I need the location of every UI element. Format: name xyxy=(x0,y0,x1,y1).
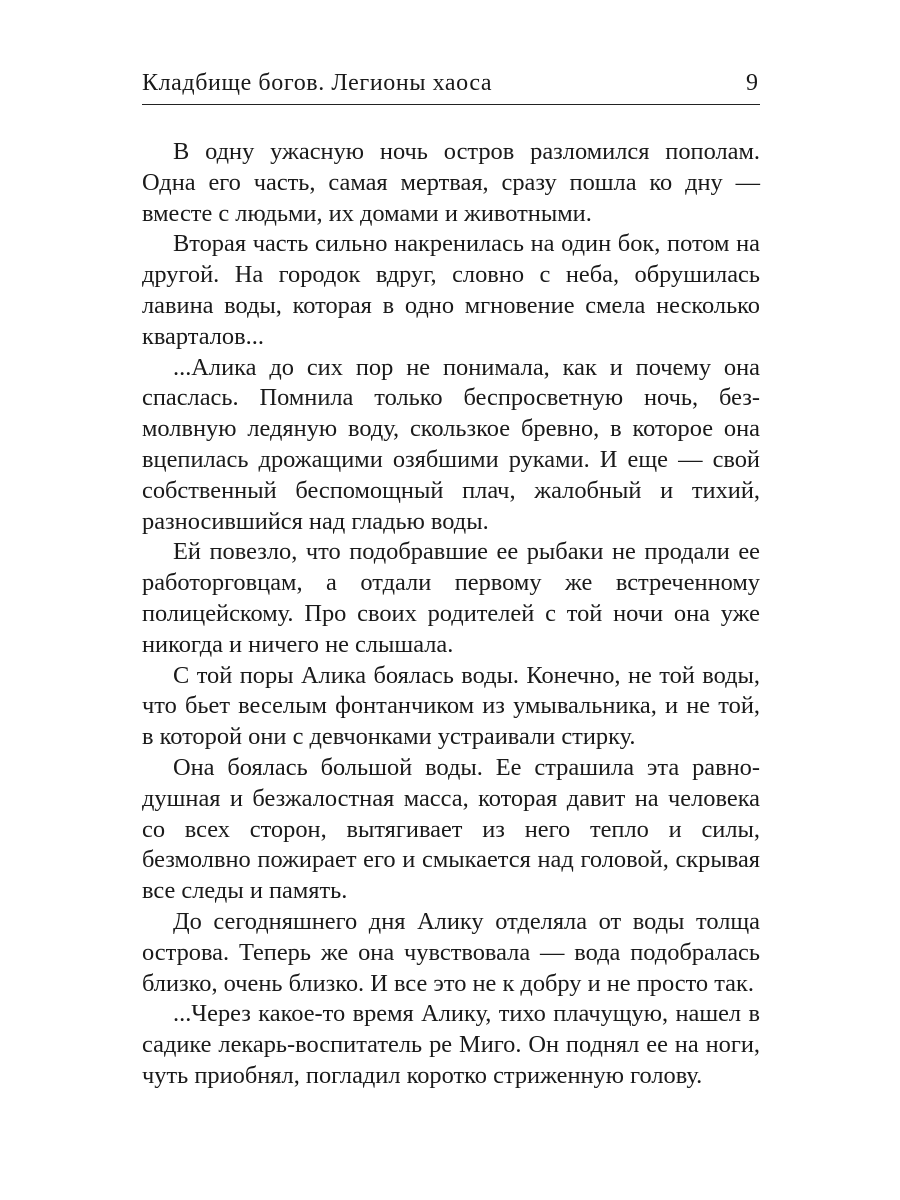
running-title: Кладбище богов. Легионы хаоса xyxy=(142,70,493,96)
paragraph: С той поры Алика боялась воды. Конечно, не той воды, что бьет веселым фонтанчиком из умывальника, и не той, в которой они с девчонками устраивали стирку. xyxy=(142,661,760,751)
body-text xyxy=(142,137,760,1092)
paragraph: В одну ужасную ночь остров разломился пополам. Одна его часть, самая мертвая, сразу пошла ко дну — вместе с людьми, их домами и животными. xyxy=(142,138,760,227)
paragraph: Ей повезло, что подобравшие ее рыбаки не продали ее работорговцам, а отдали первому же встреченному полицейскому. Про своих родителей с той ночи она уже никогда и ничего не слышала. xyxy=(142,538,760,658)
paragraph: ...Через какое-то время Алику, тихо плачущую, нашел в садике лекарь-воспитатель ре Миго. Он поднял ее на ноги, чуть приобнял, погладил коротко стриженную голову. xyxy=(142,1000,760,1089)
paragraph: До сегодняшнего дня Алику отделяла от воды толща острова. Теперь же она чувствовала — вода подобралась близко, очень близко. И все это не к добру и не просто так. xyxy=(142,907,760,997)
paragraph: Она боялась большой воды. Ее страшила эта равнодушная и безжалостная масса, которая давит на человека со всех сторон, вытягивает из него тепло и силы, безмолвно пожирает его и смыкается над головой, скрывая все следы и память. xyxy=(142,753,760,905)
paragraph: ...Алика до сих пор не понимала, как и почему она спаслась. Помнила только беспросветную ночь, безмолвную ледяную воду, скользкое бревно, в которое она вцепилась дрожащими озябшими руками. И еще — свой собственный беспомощный плач, жалобный и тихий, разносившийся над гладью воды. xyxy=(142,353,760,535)
page-number: 9 xyxy=(746,70,758,96)
paragraph: Вторая часть сильно накренилась на один бок, потом на другой. На городок вдруг, словно с неба, обрушилась лавина воды, которая в одно мгновение смела несколько кварталов... xyxy=(142,230,760,350)
book-page xyxy=(142,64,760,1092)
running-header xyxy=(142,64,760,105)
